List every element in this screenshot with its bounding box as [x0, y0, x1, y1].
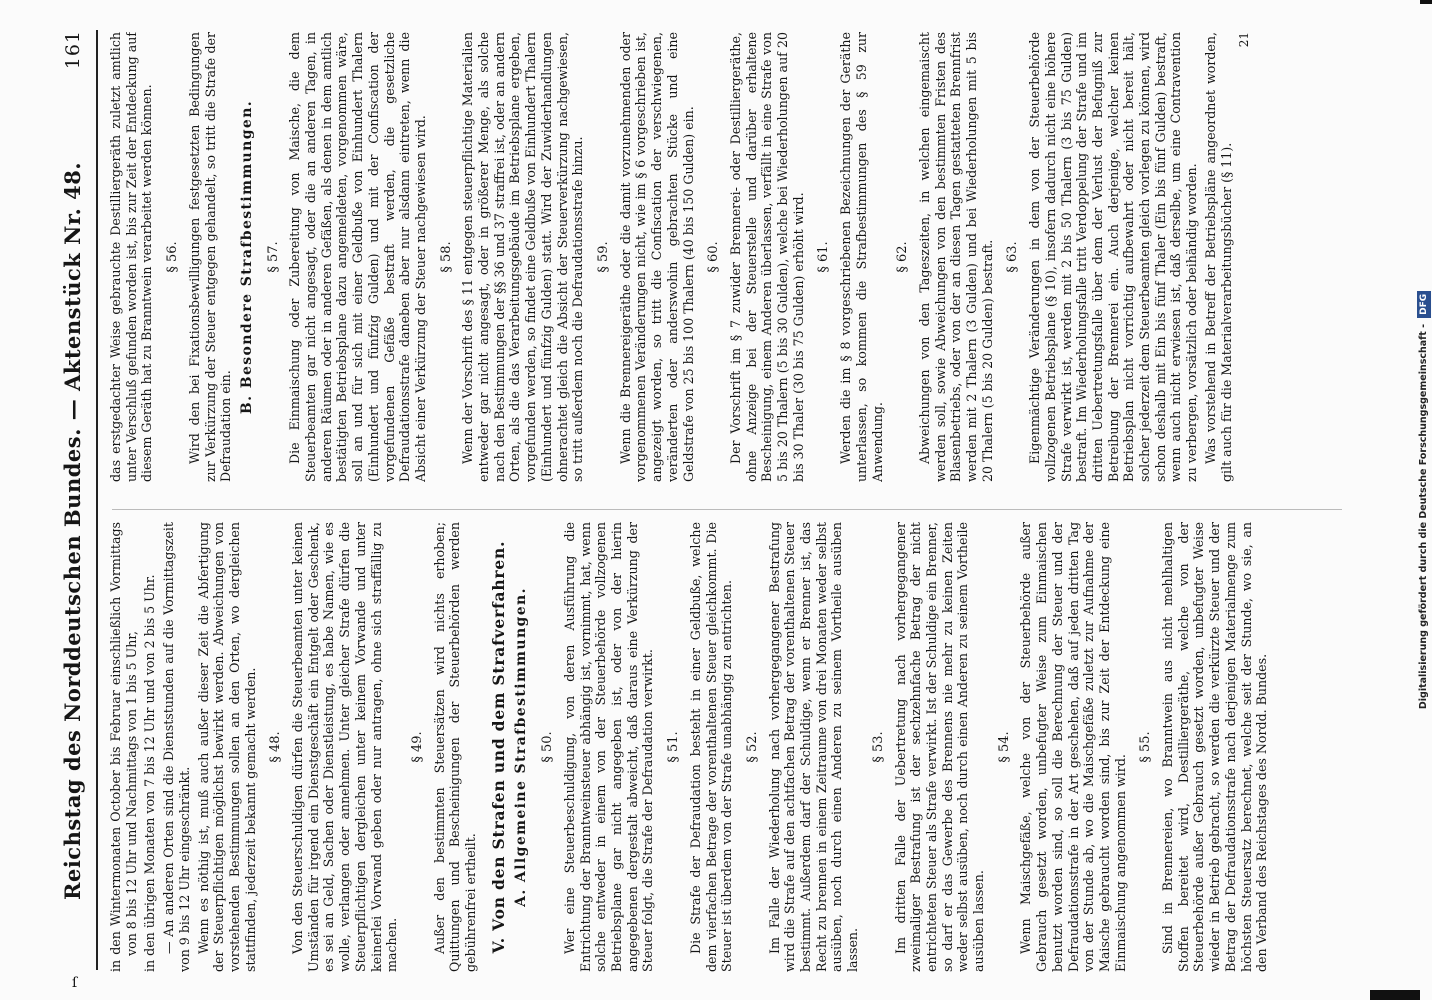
signature-number: 21: [1237, 32, 1252, 48]
section-number: § 49.: [409, 731, 425, 763]
paragraph: Werden die im § 8 vorgeschriebenen Bezeichnungen der Geräthe unterlassen, so kommen die Strafbestimmungen des § 59 zur Anwendung.: [838, 32, 885, 482]
paragraph: — An anderen Orten sind die Dienststunden auf die Vormittagszeit von 9 bis 12 Uhr eingeschränkt.: [161, 522, 192, 972]
section-number: § 63.: [1005, 241, 1021, 273]
section-number: § 60.: [706, 241, 722, 273]
running-head: Reichstag des Norddeutschen Bundes. — Aktenstück Nr. 48.: [60, 161, 85, 900]
paragraph: Was vorstehend in Betreff der Betriebspläne angeordnet worden, gilt auch für die Materialverarbeitungsbücher (§ 11).: [1202, 32, 1234, 482]
section-number: § 61.: [816, 241, 832, 273]
sub-heading: B. Besondere Strafbestimmungen.: [238, 99, 255, 415]
paragraph: Im dritten Falle der Uebertretung nach vorhergegangener zweimaliger Bestrafung ist der sechzehnfache Betrag der nicht entrichteten Steuer als Strafe verwirkt. Ist der Schuldige ein Brenner, so darf er das Gewerbe des Brennens nie mehr zu keinen Zeiten weder selbst ausüben, noch durch einen Anderen zu seinem Vortheile ausüben lassen.: [892, 522, 987, 972]
section-number: § 48.: [268, 731, 284, 763]
scan-corner-mark: [1420, 0, 1432, 4]
section-number: § 58.: [438, 241, 454, 273]
section-number: § 59.: [595, 241, 611, 273]
paragraph: Sind in Brennereien, wo Branntwein aus nicht mehlhaltigen Stoffen bereitet wird, Destilliergeräthe, welche von der Steuerbehörde außer Gebrauch gesetzt worden, unbefugter Weise wieder in Betrieb gebracht, so werden die verkürzte Steuer und der Betrag der Defraudationsstrafe nach derjenigen Materialmenge zum höchsten Steuersatz berechnet, welche seit der Stunde, wo sie, an den Verband des Reichstages des Nordd. Bundes.: [1160, 522, 1270, 972]
paragraph: Abweichungen von den Tageszeiten, in welchen eingemaischt werden soll, sowie Abweichungen von den bestimmten Fristen des Blasenbetriebs, oder von der an diesen Tagen gestatteten Brennfrist werden mit 2 Thalern (3 Gulden) und bei Wiederholungen mit 5 bis 20 Thalern (5 bis 20 Gulden) bestraft.: [916, 32, 995, 482]
list-item: in den Wintermonaten October bis Februar einschließlich Vormittags von 8 bis 12 Uhr und Nachmittags von 1 bis 5 Uhr,: [108, 522, 139, 972]
margin-mark: ſ: [72, 975, 78, 991]
section-number: § 56.: [165, 241, 181, 273]
section-number: § 52.: [744, 731, 760, 763]
section-number: § 51.: [666, 731, 682, 763]
sub-heading: A. Allgemeine Strafbestimmungen.: [513, 587, 530, 907]
credit-line: Digitalisierung gefördert durch die Deutsche Forschungsgemeinschaft -: [1418, 323, 1429, 710]
paragraph: Eigenmächtige Veränderungen in dem von der Steuerbehörde vollzogenen Betriebsplane (§ 10), insofern dadurch nicht eine höhere Strafe verwirkt ist, werden mit 2 bis 50 Thalern (3 bis 75 Gulden) bestraft. Im Wiederholungsfalle tritt Verdoppelung der Strafe und im dritten Uebertretungsfalle über dem der Verlust der Befugniß zur Betreibung der Brennerei ein. Auch derjenige, welcher keinen Betriebsplan nicht vorrichtig aufbewahrt oder nicht bereit hält, solcher jederzeit dem Steuerbeamten gleich vorlegen zu können, wird schon deshalb mit Ein bis fünf Thaler (Ein bis fünf Gulden) bestraft, wenn auch nicht erwiesen ist, daß derselbe, um eine Contravention zu verbergen, vorsätzlich oder beihändig worden.: [1027, 32, 1200, 482]
paragraph: Von den Steuerschuldigen dürfen die Steuerbeamten unter keinen Umständen für irgend ein Dienstgeschäft ein Entgelt oder Geschenk, es sei an Geld, Sachen oder Dienstleistung, es habe Namen, wie es wolle, verlangen oder annehmen. Unter gleicher Strafe dürfen die Steuerpflichtigen dergleichen unter keinem Vorwande und unter keinerlei Vorwand geben oder nur antragen, ohne sich straffällig zu machen.: [290, 522, 400, 972]
header-rule: [96, 30, 98, 970]
dfg-logo: DFG: [1417, 291, 1431, 318]
section-number: § 62.: [895, 241, 911, 273]
section-number: § 57.: [265, 241, 281, 273]
paragraph: Wenn die Brennereigeräthe oder die damit vorzunehmenden oder vorgenommenen Veränderungen nicht, wie im § 6 vorgeschrieben ist, angezeigt worden, so tritt die Confiscation der verschwiegenen, veränderten oder anderswohin gebrachten Stücke und eine Geldstrafe von 25 bis 100 Thalern (40 bis 150 Gulden) ein.: [617, 32, 696, 482]
paragraph: Außer den bestimmten Steuersätzen wird nichts erhoben; Quittungen und Bescheinigungen der Steuerbehörden werden gebührenfrei ertheilt.: [431, 522, 479, 972]
paragraph: Wenn der Vorschrift des § 11 entgegen steuerpflichtige Materialien entweder gar nicht angesagt, oder in größerer Menge, als solche nach den Bestimmungen der §§ 36 und 37 straffrei ist, oder an andern Orten, als die das Verarbeitungsgebäude im Betriebsplane ergeben, vorgefunden werden, so findet eine Geldbuße von Einhundert Thalern (Einhundert und fünfzig Gulden) statt. Wird der Zuwiderhandlungen ohnerachtet gleich die Absicht der Steuerverkürzung nachgewiesen, so tritt außerdem noch die Defraudationsstrafe hinzu.: [460, 32, 586, 482]
paragraph: Die Einmaischung oder Zubereitung von Maische, die dem Steuerbeamten gar nicht angesagt, oder die an anderen Tagen, in anderen Räumen oder in anderen Gefäßen, als denen in dem amtlich bestätigten Betriebsplane dazu angemeldeten, vorgenommen wäre, soll an und für sich mit einer Geldbuße von Einhundert Thalern (Einhundert und fünfzig Gulden) und mit der Confiscation der vorgefundenen Gefäße bestraft werden, die gesetzliche Defraudationsstrafe daneben aber nur alsdann eintreten, wenn die Absicht einer Verkürzung der Steuer nachgewiesen wird.: [287, 32, 428, 482]
paragraph: Wer eine Steuerbeschuldigung, von deren Ausführung die Entrichtung der Branntweinsteuer abhängig ist, vornimmt, hat, wenn solche entweder in einem von der Steuerbehörde vollzogenen Betriebsplane gar nicht angegeben ist, oder von der hierin angegebenen dergestalt abweicht, daß daraus eine Verkürzung der Steuer folgt, die Strafe der Defraudation verwirkt.: [561, 522, 656, 972]
paragraph: das erstgedachter Weise gebrauchte Destilliergeräth zuletzt amtlich unter Verschluß gefunden worden ist, bis zur Zeit der Entdeckung auf diesem Geräth hat zu Branntwein verarbeitet werden können.: [108, 32, 155, 482]
paragraph: Wird den bei Fixationsbewilligungen festgesetzten Bedingungen zur Verkürzung der Steuer entgegen gehandelt, so tritt die Strafe der Defraudation ein.: [186, 32, 234, 482]
left-column: [108, 522, 1358, 972]
scan-edge: [1370, 990, 1420, 1000]
column-divider: [112, 509, 1342, 510]
section-number: § 53.: [870, 731, 886, 763]
digitization-credit: [1417, 6, 1431, 994]
chapter-heading: V. Von den Strafen und dem Strafverfahren.: [488, 540, 508, 954]
paragraph: Der Vorschrift im § 7 zuwider Brennerei- oder Destilliergeräthe, ohne Anzeige bei der Steuerstelle und darüber erhaltene Bescheinigung, einem Anderen überlassen, verfällt in eine Strafe von 5 bis 20 Thalern (5 bis 30 Gulden), welche bei Wiederholungen auf 20 bis 30 Thaler (30 bis 75 Gulden) erhöht wird.: [727, 32, 806, 482]
right-column: [108, 32, 1358, 482]
list-item: in den übrigen Monaten von 7 bis 12 Uhr und von 2 bis 5 Uhr.: [142, 574, 158, 972]
paragraph: Die Strafe der Defraudation besteht in einer Geldbuße, welche dem vierfachen Betrage der vorenthaltenen Steuer gleichkommt. Die Steuer ist überdem von der Strafe unabhängig zu entrichten.: [687, 522, 735, 972]
section-number: § 50.: [540, 731, 556, 763]
section-number: § 55.: [1138, 731, 1154, 763]
page-number: 161: [62, 30, 84, 70]
paragraph: Im Falle der Wiederholung nach vorhergegangener Bestrafung wird die Strafe auf den achtfachen Betrag der vorenthaltenen Steuer bestimmt. Außerdem darf der Schuldige, wenn er Brenner ist, das Recht zu brennen in einem Zeitraume von drei Monaten weder selbst ausüben, noch durch einen Anderen zu seinem Vortheile ausüben lassen.: [766, 522, 861, 972]
paragraph: Wenn Maischgefäße, welche von der Steuerbehörde außer Gebrauch gesetzt worden, unbefugter Weise zum Einmaischen benutzt worden sind, so soll die Berechnung der Steuer und der Defraudationsstrafe in der Art geschehen, daß auf jeden dritten Tag von der Stunde ab, wo die Maischgefäße zuletzt zur Aufnahme der Maische gebraucht worden sind, bis zur Zeit der Entdeckung eine Einmaischung angenommen wird.: [1018, 522, 1128, 972]
paragraph: Wenn es nöthig ist, muß auch außer dieser Zeit die Abfertigung der Steuerpflichtigen möglichst bewirkt werden. Abweichungen von vorstehenden Bestimmungen sollen an den Orten, wo dergleichen stattfinden, jederzeit bekannt gemacht werden.: [195, 522, 258, 972]
section-number: § 54.: [996, 731, 1012, 763]
page-header: [60, 30, 100, 970]
